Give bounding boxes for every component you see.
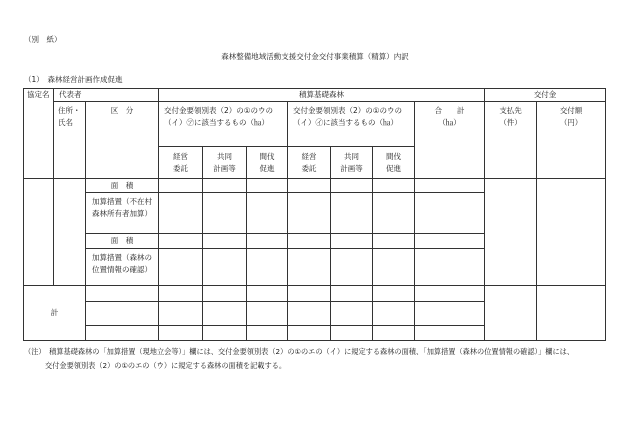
data-cell bbox=[247, 249, 288, 286]
category-cell bbox=[86, 326, 159, 341]
data-cell bbox=[288, 234, 331, 249]
data-cell bbox=[203, 326, 247, 341]
data-cell bbox=[373, 249, 415, 286]
payee-total-cell bbox=[485, 286, 537, 341]
group-b-header: 交付金要領別表（2）の①のウの （イ）㋑に該当するもの（㏊） bbox=[288, 102, 415, 147]
data-cell bbox=[247, 234, 288, 249]
data-cell bbox=[288, 286, 331, 302]
table-row bbox=[24, 179, 606, 193]
header-row-2 bbox=[24, 102, 606, 147]
group-b-thinning-promotion-header: 間伐 促進 bbox=[373, 147, 415, 179]
total-ha-cell bbox=[415, 179, 485, 193]
group-a-joint-plan-header: 共同 計画等 bbox=[203, 147, 247, 179]
annex-label: （別 紙） bbox=[24, 35, 62, 44]
data-cell bbox=[203, 234, 247, 249]
data-cell bbox=[203, 179, 247, 193]
amount-header: 交付額 （円） bbox=[537, 102, 606, 179]
document-title: 森林整備地域活動支援交付金交付事業積算（精算）内訳 bbox=[221, 52, 409, 61]
data-cell bbox=[247, 302, 288, 326]
data-cell bbox=[331, 302, 373, 326]
data-cell bbox=[159, 179, 203, 193]
total-ha-cell bbox=[415, 302, 485, 326]
total-label: 計 bbox=[24, 286, 86, 341]
data-cell bbox=[331, 179, 373, 193]
data-cell bbox=[203, 193, 247, 234]
amount-total-cell bbox=[537, 286, 606, 341]
data-cell bbox=[373, 302, 415, 326]
data-cell bbox=[331, 326, 373, 341]
data-cell bbox=[331, 193, 373, 234]
agreement-name-cell bbox=[24, 179, 54, 286]
data-cell bbox=[159, 249, 203, 286]
address-name-header: 住所・ 氏名 bbox=[54, 102, 86, 179]
data-cell bbox=[247, 326, 288, 341]
total-row bbox=[24, 286, 606, 302]
data-cell bbox=[331, 249, 373, 286]
data-cell bbox=[159, 302, 203, 326]
breakdown-table bbox=[23, 88, 606, 341]
data-cell bbox=[373, 286, 415, 302]
total-ha-cell bbox=[415, 234, 485, 249]
data-cell bbox=[373, 326, 415, 341]
category-cell bbox=[86, 302, 159, 326]
row-label-area: 面 積 bbox=[86, 234, 159, 249]
data-cell bbox=[203, 286, 247, 302]
base-forest-header: 積算基礎森林 bbox=[159, 89, 485, 102]
data-cell bbox=[288, 326, 331, 341]
representative-header: 代表者 bbox=[54, 89, 159, 102]
data-cell bbox=[247, 193, 288, 234]
data-cell bbox=[288, 179, 331, 193]
data-cell bbox=[288, 249, 331, 286]
group-a-thinning-promotion-header: 間伐 促進 bbox=[247, 147, 288, 179]
data-cell bbox=[159, 193, 203, 234]
data-cell bbox=[331, 234, 373, 249]
data-cell bbox=[203, 302, 247, 326]
total-ha-cell bbox=[415, 326, 485, 341]
data-cell bbox=[373, 179, 415, 193]
amount-cell bbox=[537, 179, 606, 286]
data-cell bbox=[247, 179, 288, 193]
data-cell bbox=[247, 286, 288, 302]
group-a-management-consignment-header: 経営 委託 bbox=[159, 147, 203, 179]
data-cell bbox=[159, 326, 203, 341]
category-cell bbox=[86, 286, 159, 302]
address-name-cell bbox=[54, 179, 86, 286]
total-ha-header: 合 計 （㏊） bbox=[415, 102, 485, 179]
grant-header: 交付金 bbox=[485, 89, 606, 102]
total-ha-cell bbox=[415, 249, 485, 286]
data-cell bbox=[203, 249, 247, 286]
category-header: 区 分 bbox=[86, 102, 159, 179]
data-cell bbox=[288, 302, 331, 326]
data-cell bbox=[373, 234, 415, 249]
data-cell bbox=[159, 234, 203, 249]
group-b-management-consignment-header: 経営 委託 bbox=[288, 147, 331, 179]
data-cell bbox=[373, 193, 415, 234]
data-cell bbox=[288, 193, 331, 234]
total-ha-cell bbox=[415, 193, 485, 234]
section-heading: （1） 森林経営計画作成促進 bbox=[24, 75, 123, 84]
footnote: （注） 積算基礎森林の「加算措置（現地立会等）」欄には、交付金要領別表（2）の①のエの（イ）に規定する森林の面積、「加算措置（森林の位置情報の確認）」欄には、 交付金要領別表（2）の①のエの（ウ）に規定する森林の面積を記載する。 bbox=[24, 347, 575, 370]
agreement-name-header: 協定名 bbox=[24, 89, 54, 179]
header-row-1 bbox=[24, 89, 606, 102]
payee-cell bbox=[485, 179, 537, 286]
data-cell bbox=[159, 286, 203, 302]
group-a-header: 交付金要領別表（2）の①のウの （イ）㋐に該当するもの（㏊） bbox=[159, 102, 288, 147]
row-label-absentee-owner-addition: 加算措置（不在村 森林所有者加算） bbox=[86, 193, 159, 234]
total-ha-cell bbox=[415, 286, 485, 302]
group-b-joint-plan-header: 共同 計画等 bbox=[331, 147, 373, 179]
payee-header: 支払先 （件） bbox=[485, 102, 537, 179]
row-label-area: 面 積 bbox=[86, 179, 159, 193]
row-label-location-confirmation-addition: 加算措置（森林の 位置情報の確認） bbox=[86, 249, 159, 286]
data-cell bbox=[331, 286, 373, 302]
